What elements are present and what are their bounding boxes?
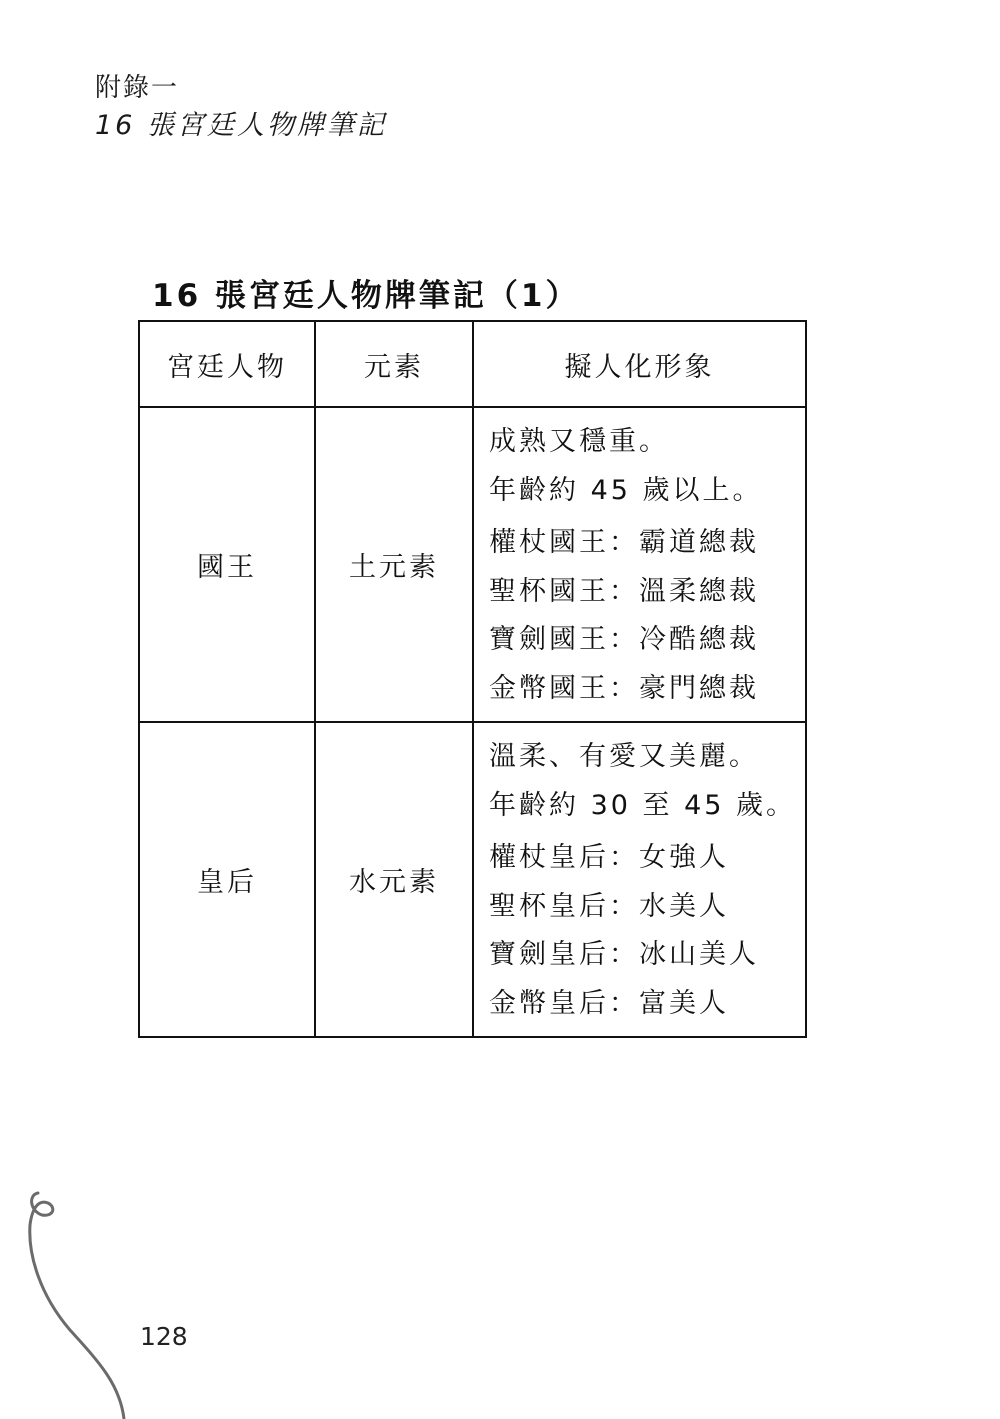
card-persona: 金幣皇后：富美人 [489, 987, 729, 1019]
cell-element: 水元素 [315, 722, 473, 1037]
column-header-element: 元素 [315, 321, 473, 407]
persona-description: 溫柔、有愛又美麗。 [489, 741, 759, 772]
persona-description: 成熟又穩重。 [489, 426, 669, 457]
column-header-persona: 擬人化形象 [473, 321, 806, 407]
column-header-figure: 宮廷人物 [139, 321, 315, 407]
running-header [95, 70, 387, 146]
card-persona: 寶劍國王：冷酷總裁 [489, 624, 759, 655]
table-title: 16 張宮廷人物牌筆記（1） [152, 278, 580, 314]
card-persona: 聖杯皇后：水美人 [489, 890, 729, 922]
table-row [139, 407, 806, 722]
table-header-row [139, 321, 806, 407]
table-row [139, 722, 806, 1037]
appendix-label: 附錄一 [95, 73, 180, 103]
persona-age: 年齡約 45 歲以上。 [489, 474, 763, 506]
cell-element: 土元素 [315, 407, 473, 722]
cell-figure: 國王 [139, 407, 315, 722]
card-persona: 聖杯國王：溫柔總裁 [489, 575, 759, 607]
card-persona: 金幣國王：豪門總裁 [489, 672, 759, 704]
persona-age: 年齡約 30 至 45 歲。 [489, 789, 797, 821]
card-persona: 寶劍皇后：冰山美人 [489, 939, 759, 970]
cell-figure: 皇后 [139, 722, 315, 1037]
cell-persona [473, 407, 806, 722]
page-number: 128 [140, 1322, 188, 1351]
card-persona: 權杖皇后：女強人 [489, 842, 729, 873]
cell-persona [473, 722, 806, 1037]
curly-line-icon [20, 1185, 140, 1419]
court-cards-table [138, 320, 807, 1038]
card-persona: 權杖國王：霸道總裁 [489, 527, 759, 558]
appendix-subtitle: 16 張宮廷人物牌筆記 [95, 110, 387, 141]
